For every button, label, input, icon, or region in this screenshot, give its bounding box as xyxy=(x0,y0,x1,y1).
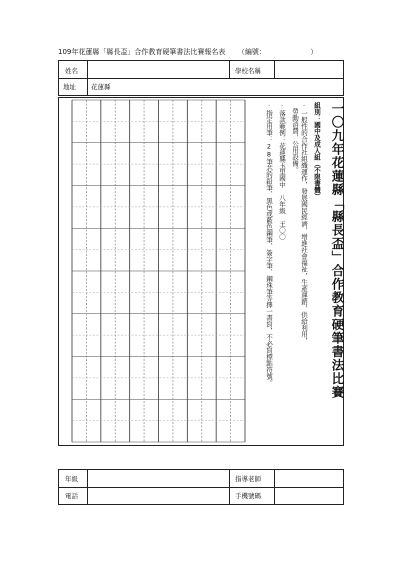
name-label: 姓名 xyxy=(65,67,78,75)
address-field[interactable]: 花蓮縣 xyxy=(91,83,111,91)
mobile-label: 手機號碼 xyxy=(235,492,261,500)
number-close: ） xyxy=(310,48,318,56)
address-label: 地址 xyxy=(63,83,76,91)
instruction-item: ‧一般性的合作社組織運作，發展國民經濟，增進社會福祉，生產運銷，供給利用， xyxy=(300,102,308,344)
grade-field[interactable] xyxy=(88,470,227,485)
name-field[interactable] xyxy=(88,61,227,76)
school-field[interactable] xyxy=(274,61,343,76)
form-header xyxy=(58,47,317,57)
school-label: 學校名稱 xyxy=(235,67,261,75)
instructions-title: 一〇九年花蓮縣「縣長盃」合作教育硬筆書法比賽 xyxy=(330,102,345,399)
phone-label: 電話 xyxy=(65,492,78,500)
instruction-item: 勞動消費，公用設備。 xyxy=(291,108,299,173)
number-label: （編號： xyxy=(237,48,266,56)
form-title: 109年花蓮縣「縣長盃」合作教育硬筆書法比賽報名表 xyxy=(58,48,226,56)
teacher-label: 指導老師 xyxy=(235,475,261,483)
instructions-category: 組別：國中及成人組（不限書體） xyxy=(313,102,321,200)
teacher-field[interactable] xyxy=(274,470,343,485)
mobile-field[interactable] xyxy=(274,487,343,503)
grade-label: 年級 xyxy=(65,475,78,483)
phone-field[interactable] xyxy=(88,487,227,503)
instruction-item: ‧落款範例：花蓮縣玉里國中 八年級 王〇〇 xyxy=(278,102,286,240)
instruction-item: ‧指定用筆：28筆芯的鉛筆、黑色或藍色鋼筆、簽字筆、鋼珠筆等擇一書寫，不必寫標點符號。 xyxy=(265,102,273,386)
